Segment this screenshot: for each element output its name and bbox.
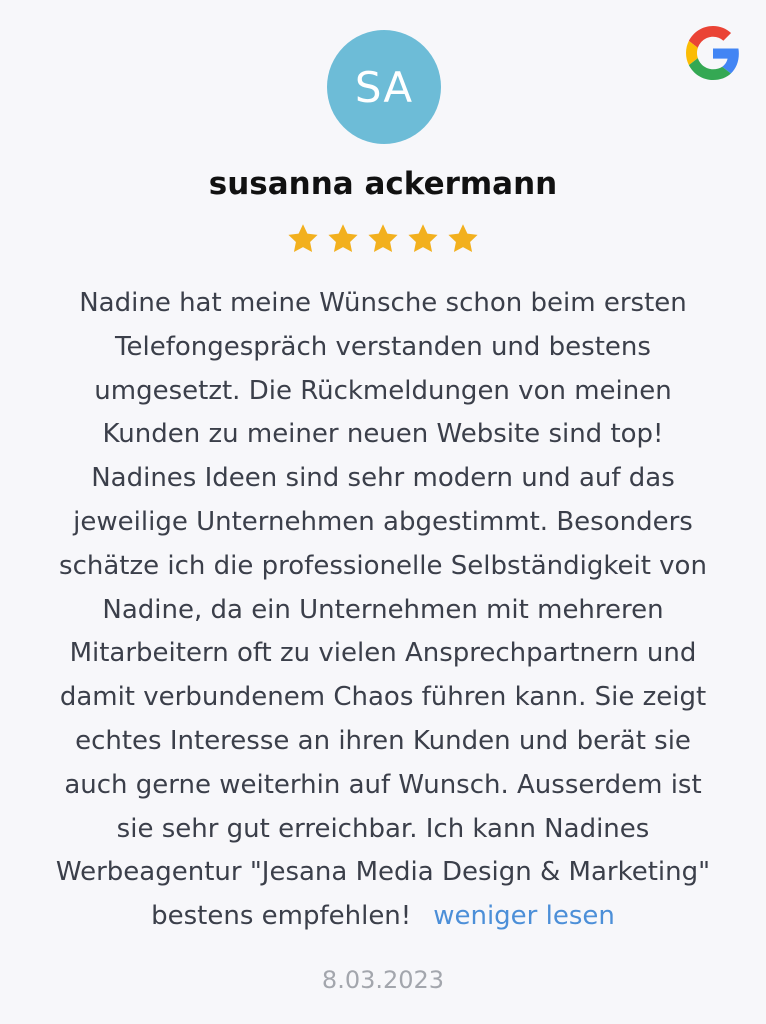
star-icon (406, 222, 440, 256)
review-line: schätze ich die professionelle Selbständigkeit von (59, 550, 707, 581)
review-line: Nadine hat meine Wünsche schon beim ersten (79, 288, 687, 318)
review-line: umgesetzt. Die Rückmeldungen von meinen (94, 375, 672, 406)
review-line: bestens empfehlen! (151, 901, 412, 932)
avatar (327, 30, 441, 144)
review-line: damit verbundenem Chaos führen kann. Sie zeigt (59, 682, 707, 713)
review-last-line (26, 895, 740, 939)
google-logo-icon (686, 26, 740, 80)
review-line: sie sehr gut erreichbar. Ich kann Nadines (116, 813, 650, 844)
avatar-initials: SA (354, 62, 414, 112)
star-icon (286, 222, 320, 256)
review-date: 8.03.2023 (321, 966, 445, 994)
review-line: echtes Interesse an ihren Kunden und berät sie (75, 725, 691, 756)
review-line: Kunden zu meiner neuen Website sind top! (102, 419, 664, 450)
star-rating (0, 222, 766, 256)
read-less-link[interactable]: weniger lesen (433, 901, 615, 932)
star-icon (446, 222, 480, 256)
star-icon (326, 222, 360, 256)
review-line: Nadines Ideen sind sehr modern und auf das (91, 463, 675, 494)
review-line: Mitarbeitern oft zu vielen Ansprechpartnern und (69, 638, 697, 669)
review-line: auch gerne weiterhin auf Wunsch. Ausserdem ist (64, 769, 702, 800)
review-text (26, 282, 740, 939)
reviewer-name: susanna ackermann (208, 166, 558, 202)
review-line: jeweilige Unternehmen abgestimmt. Besonders (73, 506, 693, 537)
review-line: Telefongespräch verstanden und bestens (115, 331, 651, 362)
review-line: Werbeagentur "Jesana Media Design & Marketing" (55, 857, 711, 888)
review-line: Nadine, da ein Unternehmen mit mehreren (102, 594, 664, 625)
star-icon (366, 222, 400, 256)
